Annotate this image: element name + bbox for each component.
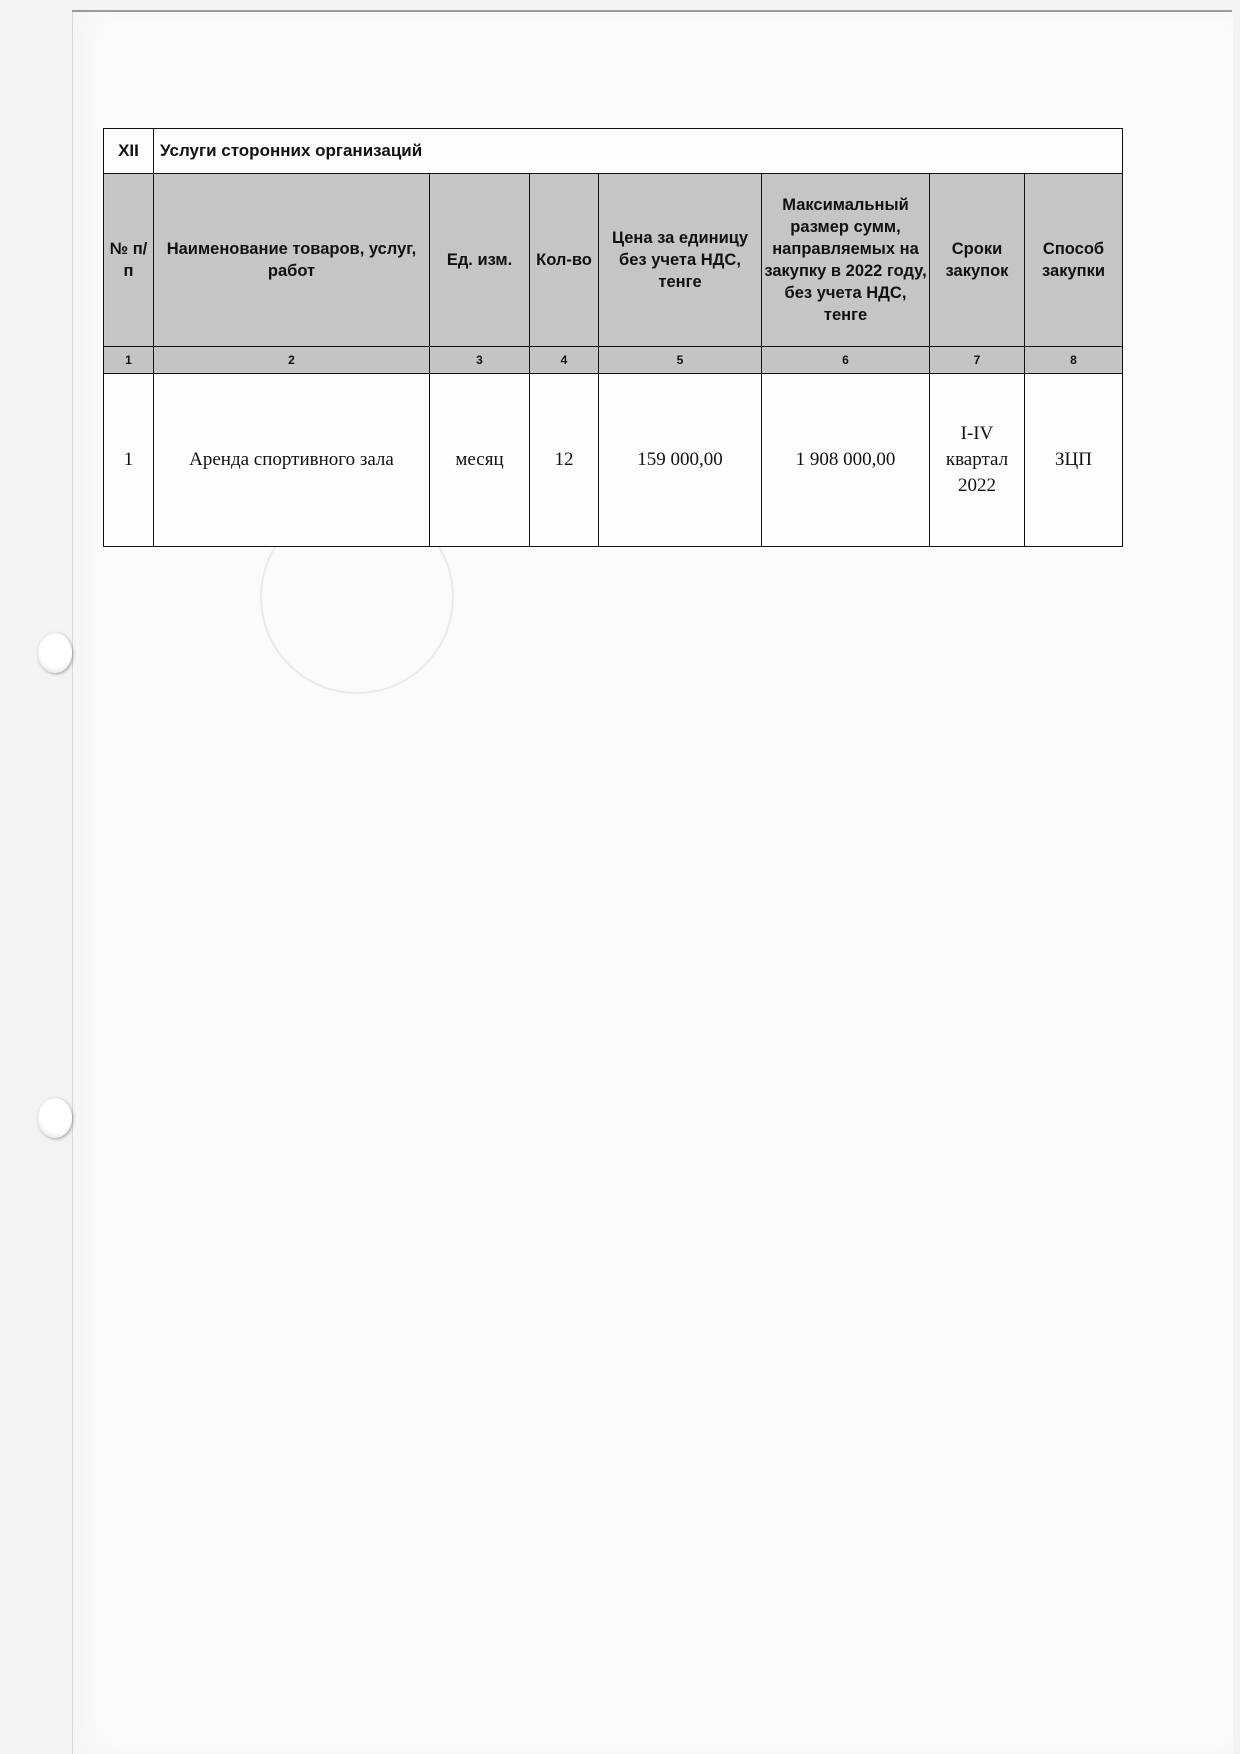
column-header-row [104, 174, 1123, 347]
col-header-number: № п/п [104, 174, 154, 347]
section-header-row [104, 129, 1123, 174]
cell-name: Аренда спортивного зала [154, 374, 430, 547]
cell-unit: месяц [430, 374, 530, 547]
col-index: 6 [762, 347, 930, 374]
col-index: 8 [1025, 347, 1123, 374]
col-header-unit-price: Цена за единицу без учета НДС, тенге [599, 174, 762, 347]
col-index: 5 [599, 347, 762, 374]
procurement-table [103, 128, 1123, 547]
col-header-period: Сроки закупок [930, 174, 1025, 347]
cell-number: 1 [104, 374, 154, 547]
table-row [104, 374, 1123, 547]
cell-method: ЗЦП [1025, 374, 1123, 547]
binder-hole-upper [38, 633, 72, 673]
col-header-name: Наименование товаров, услуг, работ [154, 174, 430, 347]
col-index: 2 [154, 347, 430, 374]
col-index: 7 [930, 347, 1025, 374]
col-index: 3 [430, 347, 530, 374]
col-index: 4 [530, 347, 599, 374]
cell-qty: 12 [530, 374, 599, 547]
section-number: XII [104, 129, 154, 174]
col-index: 1 [104, 347, 154, 374]
col-header-total: Максимальный размер сумм, направляемых на закупку в 2022 году, без учета НДС, тенге [762, 174, 930, 347]
cell-unit-price: 159 000,00 [599, 374, 762, 547]
binder-hole-lower [38, 1098, 72, 1138]
col-header-qty: Кол-во [530, 174, 599, 347]
col-header-method: Способ закупки [1025, 174, 1123, 347]
col-header-unit: Ед. изм. [430, 174, 530, 347]
cell-period: I-IV квартал 2022 [930, 374, 1025, 547]
section-title: Услуги сторонних организаций [154, 129, 1123, 174]
column-number-row [104, 347, 1123, 374]
cell-total: 1 908 000,00 [762, 374, 930, 547]
